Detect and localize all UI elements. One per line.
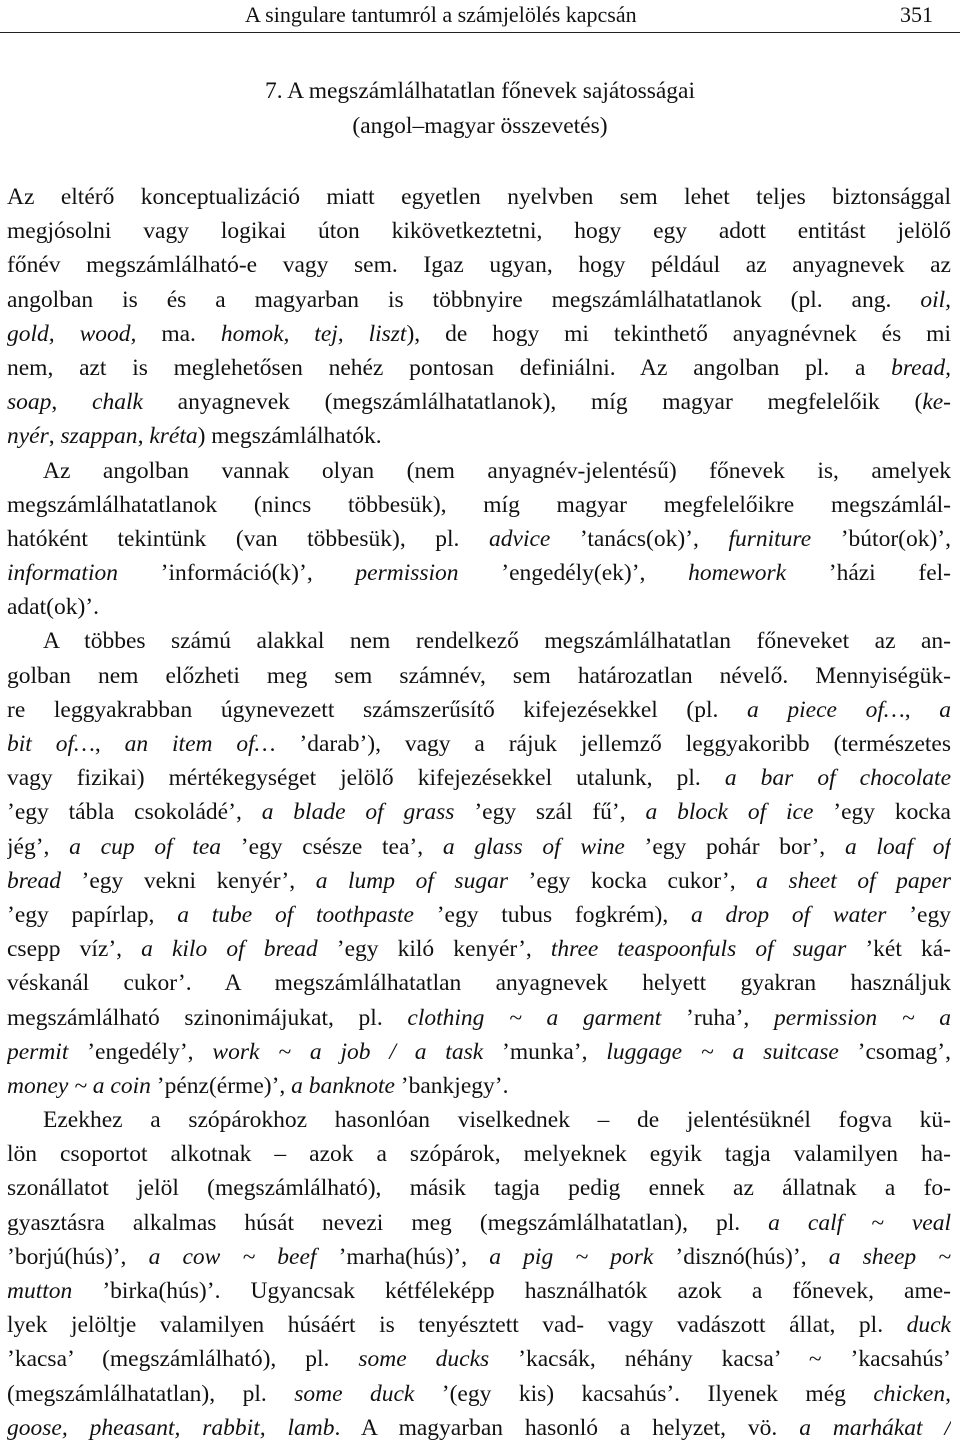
text-line — [7, 864, 951, 898]
italic-example: a loaf of — [844, 833, 951, 860]
text-line — [7, 522, 951, 556]
italic-example: gold, wood, — [7, 320, 137, 347]
italic-example: some ducks — [358, 1346, 490, 1373]
text-run: ’pénz(érme)’, — [150, 1072, 292, 1099]
text-line — [7, 283, 951, 317]
text-run: ’két ká- — [846, 936, 951, 963]
text-run: ’engedély(ek)’, — [458, 560, 689, 587]
text-line — [7, 488, 951, 522]
italic-example: nyér — [7, 423, 49, 450]
text-run: ’munka’, — [483, 1038, 607, 1065]
text-line — [7, 1001, 951, 1035]
italic-example: work ~ a job / a task — [212, 1038, 484, 1065]
text-run: ’egy pohár bor’, — [624, 833, 845, 860]
italic-example: a cow ~ beef — [148, 1243, 317, 1270]
italic-example: a piece of… — [747, 696, 905, 723]
text-line — [7, 214, 951, 248]
text-run: ’információ(k)’, — [117, 560, 356, 587]
text-line — [7, 795, 951, 829]
text-run: Ezekhez a szópárokhoz hasonlóan viselkednek – de jelentésüknél fogva kü- — [43, 1107, 951, 1134]
text-run: ’egy kiló kenyér’, — [317, 936, 551, 963]
italic-example: szappan — [60, 423, 138, 450]
italic-example: homok, tej, liszt — [220, 320, 407, 347]
italic-example: a lump of sugar — [315, 867, 508, 894]
text-run: ’egy szál fű’, — [454, 799, 646, 826]
text-run: nem, azt is meglehetősen nehéz pontosan definiálni. Az angolban pl. a — [7, 354, 892, 381]
text-line — [7, 898, 951, 932]
italic-example: permit — [7, 1038, 69, 1065]
italic-example: bread, — [891, 354, 951, 381]
text-line — [7, 659, 951, 693]
italic-example: bread — [7, 867, 61, 894]
italic-example: a tube of toothpaste — [177, 901, 414, 928]
text-run: ’borjú(hús)’, — [7, 1243, 149, 1270]
italic-example: bit of… — [7, 731, 95, 757]
text-line — [7, 1035, 951, 1069]
text-run: ’egy — [886, 901, 951, 928]
text-line — [7, 1377, 951, 1411]
text-run: ), de hogy mi tekinthető anyagnévnek és mi — [406, 320, 951, 347]
italic-example: an item of… — [124, 731, 276, 757]
section-subtitle: (angol–magyar összevetés) — [352, 113, 608, 139]
text-run: , — [51, 389, 93, 416]
text-run: főnév megszámlálható-e vagy sem. Igaz ugyan, hogy például az anyagnevek az — [7, 252, 951, 279]
italic-example: permission — [355, 560, 459, 587]
italic-example: furniture — [728, 525, 812, 552]
text-line — [7, 1240, 951, 1274]
text-run: ’egy papírlap, — [7, 901, 178, 928]
text-line — [7, 590, 951, 624]
italic-example: a kilo of bread — [141, 936, 318, 963]
text-line — [7, 932, 951, 966]
text-run: megszámlálhatatlanok (nincs többesük), míg magyar megfelelőikre megszámlál- — [7, 491, 951, 518]
text-run: Az angolban vannak olyan (nem anyagnév-jelentésű) főnevek is, amelyek — [43, 457, 951, 484]
text-line — [7, 1411, 951, 1445]
text-run: anyagnevek (megszámlálhatatlanok), míg magyar megfelelőik ( — [142, 389, 923, 416]
text-run: adat(ok)’. — [7, 594, 99, 621]
text-run: véskanál cukor’. A megszámlálhatatlan anyagnevek helyett gyakran használjuk — [7, 970, 951, 997]
italic-example: permission ~ a — [774, 1004, 951, 1031]
text-run: hatóként tekintünk (van többesük), pl. — [7, 525, 490, 552]
text-line — [7, 385, 951, 419]
italic-example: a blade of grass — [261, 799, 455, 826]
text-run: ’birka(hús)’. Ugyancsak kétféleképp használhatók azok a főnevek, ame- — [72, 1278, 951, 1304]
text-run: ’egy tubus fogkrém), — [413, 901, 692, 928]
italic-example: a glass of wine — [442, 833, 625, 860]
italic-example: a bar of chocolate — [724, 765, 951, 792]
text-run: ’tanács(ok)’, — [550, 525, 729, 552]
italic-example: chicken, — [873, 1380, 951, 1407]
body-text — [7, 180, 951, 1445]
italic-example: chalk — [92, 389, 143, 416]
text-run: ’bútor(ok)’, — [811, 525, 951, 552]
text-run: , — [48, 423, 61, 450]
italic-example: goose, pheasant, rabbit, lamb — [7, 1414, 335, 1441]
text-run: ’egy csésze tea’, — [221, 833, 443, 860]
text-run: lyek jelöltje valamilyen húsáért is tenyésztett vad- vagy vadászott állat, pl. — [7, 1312, 907, 1339]
text-run: , — [94, 731, 125, 757]
text-run: ’egy kocka — [813, 799, 951, 826]
text-run: A többes számú alakkal nem rendelkező megszámlálhatatlan főneveket az an- — [43, 628, 951, 655]
text-run: ma. — [136, 320, 221, 347]
italic-example: kréta — [149, 423, 198, 450]
text-line — [7, 1069, 951, 1103]
text-line — [7, 556, 951, 590]
italic-example: information — [7, 560, 118, 587]
text-line — [7, 180, 951, 214]
text-line — [7, 830, 951, 864]
italic-example: oil, — [920, 286, 951, 313]
text-run: csepp víz’, — [7, 936, 142, 963]
text-run: jég’, — [7, 833, 70, 860]
text-line — [7, 317, 951, 351]
text-run: ’(egy kis) kacsahús’. Ilyenek még — [414, 1380, 874, 1407]
text-run: ’disznó(hús)’, — [653, 1243, 829, 1270]
italic-example: a sheep ~ — [828, 1243, 951, 1270]
text-line — [7, 1206, 951, 1240]
section-title: 7. A megszámlálhatatlan főnevek sajátosságai — [264, 78, 696, 104]
italic-example: a block of ice — [645, 799, 814, 826]
text-run: angolban is és a magyarban is többnyire megszámlálhatatlanok (pl. ang. — [7, 286, 921, 313]
text-run: megjósolni vagy logikai úton kikövetkeztetni, hogy egy adott entitást jelölő — [7, 218, 951, 245]
page-number: 351 — [900, 2, 933, 27]
text-line — [7, 351, 951, 385]
italic-example: a banknote — [291, 1072, 395, 1099]
italic-example: a — [939, 696, 951, 723]
text-run: ’egy vekni kenyér’, — [60, 867, 316, 894]
text-run: ’házi fel- — [786, 560, 951, 587]
text-run: ’engedély’, — [68, 1038, 213, 1065]
text-run: , — [904, 696, 940, 723]
italic-example: duck — [906, 1312, 951, 1339]
text-run: lön csoportot alkotnak – azok a szópárok, melyeknek egyik tagja valamilyen ha- — [7, 1141, 951, 1168]
italic-example: some duck — [294, 1380, 415, 1407]
text-run: megszámlálható szinonimájukat, pl. — [7, 1004, 408, 1031]
text-line — [7, 761, 951, 795]
text-run: ) megszámlálhatók. — [197, 423, 382, 450]
text-line — [7, 1103, 951, 1137]
italic-example: money ~ a coin — [7, 1072, 151, 1099]
text-run: (megszámlálhatatlan), pl. — [7, 1380, 295, 1407]
text-line — [7, 1308, 951, 1342]
text-run: ’csomag’, — [838, 1038, 951, 1065]
text-line — [7, 1137, 951, 1171]
running-title: A singulare tantumról a számjelölés kapcsán — [245, 2, 637, 27]
italic-example: soap — [7, 389, 52, 416]
text-run: re leggyakrabban úgynevezett számszerűsítő kifejezésekkel (pl. — [7, 696, 748, 723]
text-line — [7, 966, 951, 1000]
italic-example: advice — [489, 525, 551, 552]
text-line — [7, 454, 951, 488]
text-run: ’kacsa’ (megszámlálható), pl. — [7, 1346, 359, 1373]
text-run: ’egy kocka cukor’, — [507, 867, 757, 894]
italic-example: ke- — [922, 389, 951, 416]
italic-example: homework — [688, 560, 787, 587]
italic-example: three teaspoonfuls of sugar — [550, 936, 847, 963]
italic-example: a sheet of paper — [756, 867, 951, 894]
text-line — [7, 248, 951, 282]
text-line — [7, 624, 951, 658]
text-line — [7, 1171, 951, 1205]
italic-example: a marhákat / — [799, 1414, 951, 1441]
italic-example: clothing ~ a garment — [407, 1004, 662, 1031]
text-line — [7, 727, 951, 761]
text-run: ’bankjegy’. — [394, 1072, 509, 1099]
text-run: golban nem előzheti meg sem számnév, sem határozatlan névelő. Mennyiségük- — [7, 662, 951, 689]
text-run: , — [137, 423, 150, 450]
running-header — [0, 0, 960, 33]
italic-example: a pig ~ pork — [489, 1243, 654, 1270]
text-run: szonállatot jelöl (megszámlálható), másik tagja pedig ennek az állatnak a fo- — [7, 1175, 951, 1202]
text-run: ’darab’), vagy a rájuk jellemző leggyakoribb (természetes — [275, 731, 951, 757]
italic-example: a cup of tea — [69, 833, 222, 860]
text-line — [7, 1342, 951, 1376]
text-run: ’marha(hús)’, — [316, 1243, 490, 1270]
text-line — [7, 693, 951, 727]
italic-example: luggage ~ a suitcase — [606, 1038, 839, 1065]
text-run: . A magyarban hasonló a helyzet, vö. — [334, 1414, 800, 1441]
italic-example: a drop of water — [691, 901, 887, 928]
text-run: vagy fizikai) mértékegységet jelölő kifejezésekkel utalunk, pl. — [7, 765, 725, 792]
text-line — [7, 419, 951, 453]
text-run: Az eltérő konceptualizáció miatt egyetlen nyelvben sem lehet teljes biztonsággal — [7, 184, 951, 210]
text-run: ’kacsák, néhány kacsa’ ~ ’kacsahús’ — [489, 1346, 951, 1373]
text-line — [7, 1274, 951, 1308]
text-run: ’ruha’, — [661, 1004, 774, 1031]
italic-example: mutton — [7, 1278, 73, 1304]
text-run: gyasztásra alkalmas húsát nevezi meg (megszámlálhatatlan), pl. — [7, 1209, 769, 1236]
text-run: ’egy tábla csokoládé’, — [7, 799, 262, 826]
italic-example: a calf ~ veal — [768, 1209, 951, 1236]
